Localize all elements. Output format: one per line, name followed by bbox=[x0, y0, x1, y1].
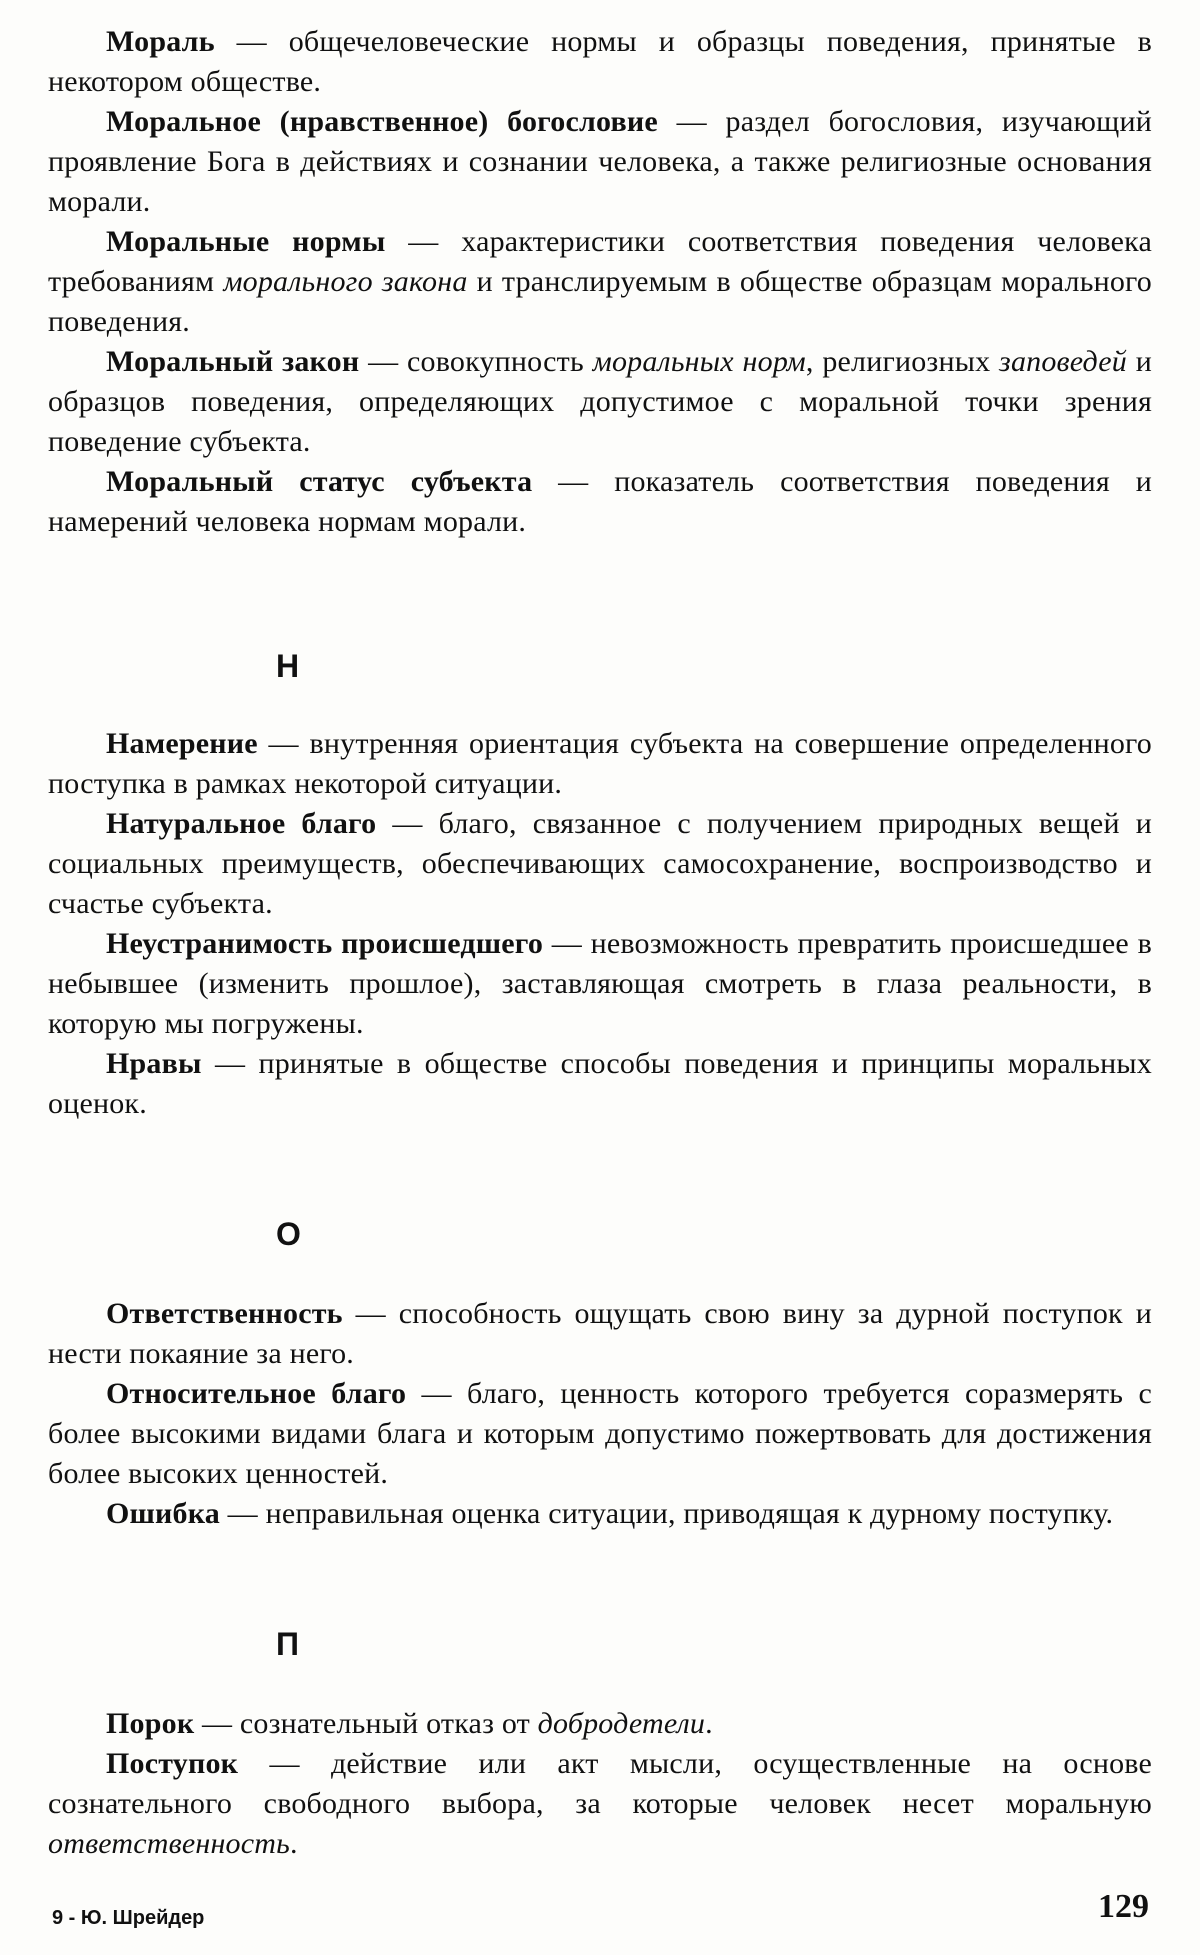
glossary-entry bbox=[48, 462, 1152, 542]
definition-text: — принятые в обществе способы поведения и принципы моральных оценок. bbox=[48, 1047, 1152, 1120]
glossary-entry bbox=[48, 804, 1152, 924]
definition-text: и образцов поведения, определяющих допустимое с моральной точки зрения поведение субъекта. bbox=[48, 345, 1153, 458]
entry-term: Порок bbox=[106, 1707, 195, 1740]
definition-text: . bbox=[290, 1827, 298, 1860]
glossary-entry bbox=[48, 1374, 1152, 1494]
definition-text: — внутренняя ориентация субъекта на совершение определенного поступка в рамках некоторой ситуации. bbox=[48, 727, 1152, 800]
glossary-entry bbox=[48, 102, 1152, 222]
glossary-entry bbox=[48, 22, 1152, 102]
section-letter-heading: Н bbox=[276, 648, 300, 684]
definition-text: — характеристики соответствия поведения человека требованиям bbox=[48, 225, 1152, 298]
cross-reference-term: морального закона bbox=[223, 265, 468, 298]
glossary-entry bbox=[48, 724, 1152, 804]
entry-term: Натуральное благо bbox=[106, 807, 377, 840]
definition-text: — раздел богословия, изучающий проявление Бога в действиях и сознании человека, а также религиозные основания морали. bbox=[48, 105, 1152, 218]
glossary-column bbox=[48, 22, 1152, 1864]
definition-text: — совокупность bbox=[359, 345, 593, 378]
printer-signature: 9 - Ю. Шрейдер bbox=[52, 1907, 205, 1929]
glossary-entry bbox=[48, 342, 1152, 462]
glossary-entry bbox=[48, 1744, 1152, 1864]
entry-term: Ответственность bbox=[106, 1297, 343, 1330]
entry-term: Моральные нормы bbox=[106, 225, 386, 258]
glossary-entry bbox=[48, 1294, 1152, 1374]
entry-term: Моральный статус субъекта bbox=[106, 465, 533, 498]
glossary-entry bbox=[48, 924, 1152, 1044]
entry-term: Неустранимость происшедшего bbox=[106, 927, 544, 960]
definition-text: — невозможность превратить происшедшее в небывшее (изменить прошлое), заставляющая смотреть в глаза реальности, в которую мы погружены. bbox=[48, 927, 1152, 1040]
glossary-entry bbox=[48, 1494, 1152, 1534]
entry-term: Нравы bbox=[106, 1047, 202, 1080]
definition-text: — благо, связанное с получением природных вещей и социальных преимуществ, обеспечивающих самосохранение, воспроизводство и счастье субъекта. bbox=[48, 807, 1152, 920]
glossary-entry bbox=[48, 1704, 1152, 1744]
entry-term: Моральный закон bbox=[106, 345, 360, 378]
definition-text: и транслируемым в обществе образцам морального поведения. bbox=[48, 265, 1152, 338]
definition-text: — действие или акт мысли, осуществленные на основе сознательного свободного выбора, за которые человек несет моральную bbox=[48, 1747, 1152, 1820]
definition-text: — способность ощущать свою вину за дурной поступок и нести покаяние за него. bbox=[48, 1297, 1152, 1370]
page-number: 129 bbox=[1098, 1888, 1149, 1925]
definition-text: — сознательный отказ от bbox=[194, 1707, 538, 1740]
cross-reference-term: заповедей bbox=[999, 345, 1127, 378]
definition-text: — общечеловеческие нормы и образцы поведения, принятые в некотором обществе. bbox=[48, 25, 1152, 98]
definition-text: , религиозных bbox=[805, 345, 1000, 378]
definition-text: — благо, ценность которого требуется соразмерять с более высокими видами блага и которым допустимо пожертвовать для достижения более высоких ценностей. bbox=[48, 1377, 1152, 1490]
cross-reference-term: добродетели bbox=[537, 1707, 706, 1740]
entry-term: Моральное (нравственное) богословие bbox=[106, 105, 658, 138]
glossary-entry bbox=[48, 1044, 1152, 1124]
definition-text: — показатель соответствия поведения и намерений человека нормам морали. bbox=[48, 465, 1152, 538]
definition-text: . bbox=[705, 1707, 713, 1740]
entry-term: Относительное благо bbox=[106, 1377, 407, 1410]
entry-term: Поступок bbox=[106, 1747, 239, 1780]
entry-term: Ошибка bbox=[106, 1497, 220, 1530]
cross-reference-term: моральных норм bbox=[592, 345, 806, 378]
glossary-entry bbox=[48, 222, 1152, 342]
entry-term: Намерение bbox=[106, 727, 258, 760]
entry-term: Мораль bbox=[106, 25, 215, 58]
section-letter-heading: П bbox=[276, 1626, 299, 1662]
cross-reference-term: ответственность bbox=[48, 1827, 290, 1860]
definition-text: — неправильная оценка ситуации, приводящая к дурному поступку. bbox=[219, 1497, 1114, 1530]
section-letter-heading: О bbox=[276, 1216, 301, 1252]
